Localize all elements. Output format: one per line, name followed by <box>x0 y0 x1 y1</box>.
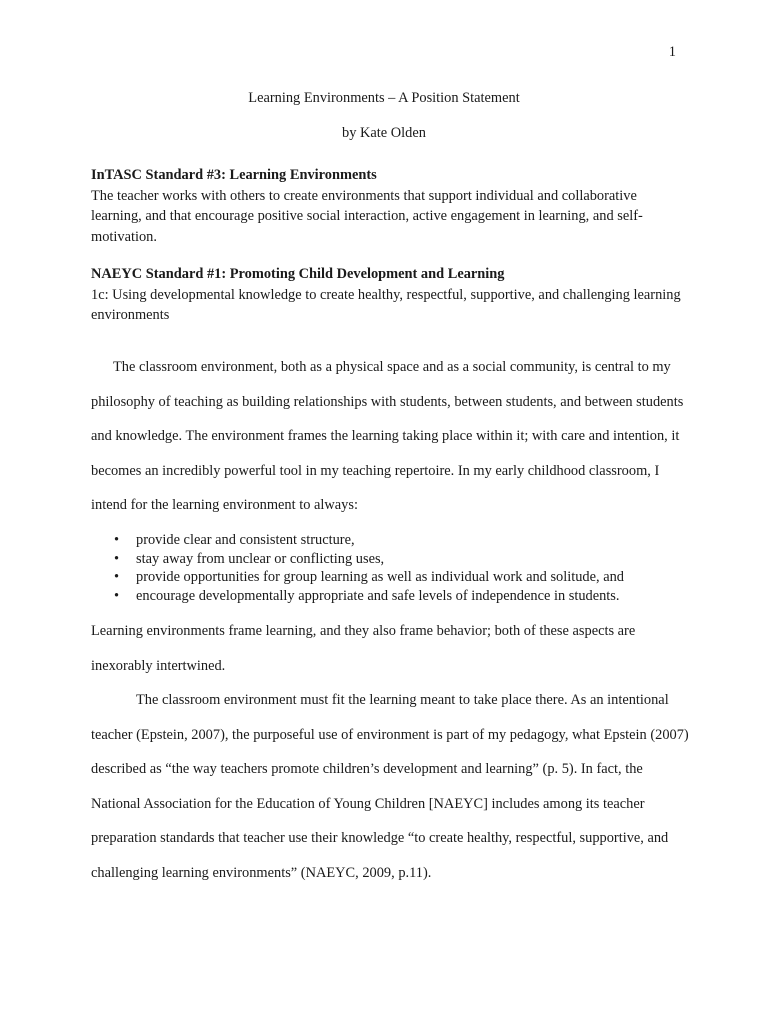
naeyc-heading: NAEYC Standard #1: Promoting Child Development and Learning <box>91 266 505 282</box>
intasc-standard <box>91 165 691 247</box>
bullet-icon: • <box>114 550 120 567</box>
naeyc-standard <box>91 264 691 326</box>
paragraph-frame-learning: Learning environments frame learning, and they also frame behavior; both of these aspects are inexorably intertwined. <box>91 623 636 674</box>
naeyc-text: 1c: Using developmental knowledge to create healthy, respectful, supportive, and challenging learning environments <box>91 286 681 323</box>
list-item <box>91 531 691 550</box>
bullet-list <box>91 531 691 605</box>
list-item-text: encourage developmentally appropriate and safe levels of independence in students. <box>136 587 620 604</box>
intasc-heading: InTASC Standard #3: Learning Environments <box>91 167 377 183</box>
bullet-icon: • <box>114 532 120 548</box>
bullet-icon: • <box>114 587 120 604</box>
page-number: 1 <box>668 44 676 60</box>
document-title: Learning Environments – A Position Statement <box>248 90 520 106</box>
list-item <box>91 587 691 606</box>
list-item-text: provide clear and consistent structure, <box>136 532 355 548</box>
list-item-text: stay away from unclear or conflicting uses, <box>136 550 385 567</box>
bullet-icon: • <box>114 569 120 585</box>
author-byline: by Kate Olden <box>342 125 426 141</box>
list-item <box>91 550 691 569</box>
intasc-text: The teacher works with others to create environments that support individual and collaborative learning, and that encourage positive social interaction, active engagement in learning, and self-motivation. <box>91 187 643 245</box>
paragraph-classroom-environment: The classroom environment must fit the learning meant to take place there. As an intentional teacher (Epstein, 2007), the purposeful use of environment is part of my pedagogy, what Epstein (2007) described as “the way teachers promote children’s development and learning” (p. 5). In fact, the National Association for the Education of Young Children [NAEYC] includes among its teacher preparation standards that teacher use their knowledge “to create healthy, respectful, supportive, and challenging learning environments” (NAEYC, 2009, p.11). <box>91 692 689 881</box>
list-item-text: provide opportunities for group learning as well as individual work and solitude, and <box>136 569 624 585</box>
list-item <box>91 568 691 587</box>
paragraph-intro: The classroom environment, both as a physical space and as a social community, is central to my philosophy of teaching as building relationships with students, between students, and between students and knowledge. The environment frames the learning taking place within it; with care and intention, it becomes an incredibly powerful tool in my teaching repertoire. In my early childhood classroom, I intend for the learning environment to always: <box>91 359 684 514</box>
